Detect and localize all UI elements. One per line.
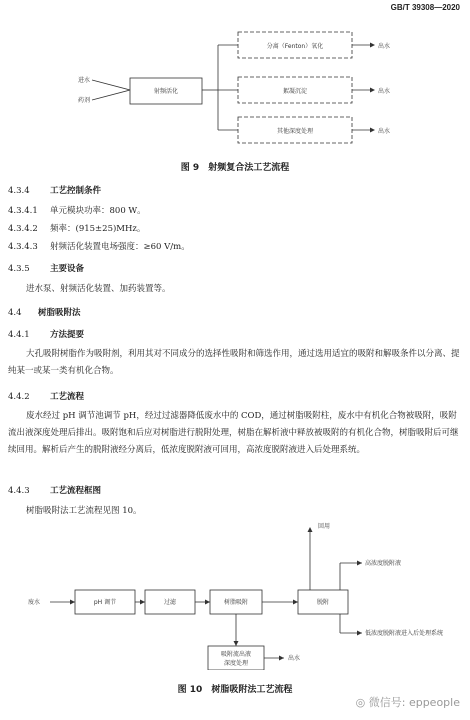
section-4-4-2-heading: 4.4.2 工艺流程 — [8, 392, 85, 402]
fig9-output-3: 出水 — [378, 128, 391, 135]
item-4-3-4-2: 4.3.4.2 频率：(915±25)MHz。 — [8, 224, 146, 234]
fig9-output-1: 出水 — [378, 43, 391, 50]
section-4-4-3-text: 树脂吸附法工艺流程见图 10。 — [26, 506, 142, 516]
fig10-reuse-label: 回用 — [318, 523, 331, 530]
section-4-4-2-text: 废水经过 pH 调节池调节 pH，经过过滤器降低废水中的 COD，通过树脂吸附柱，废水中有机化合物被吸附，吸附流出液深度处理后排出。吸附饱和后应对树脂进行脱附处理，树脂在解析液中释放被吸附的有机化合物，树脂吸附后可继续回用。解析后产生的脱附液经分离后，低浓度脱附液可回用，高浓度脱附液进入后处理系统。 — [8, 411, 459, 455]
wechat-icon: ◎ — [355, 696, 366, 709]
item-4-3-4-1: 4.3.4.1 单元模块功率：800 W。 — [8, 206, 146, 216]
figure-9-caption: 图 9 射频复合法工艺流程 — [180, 163, 290, 173]
section-4-4-3-heading: 4.4.3 工艺流程框图 — [8, 486, 102, 496]
wechat-watermark: ◎ 微信号: eppeople — [355, 696, 460, 709]
fig10-box-desorption: 脱附 — [316, 599, 330, 606]
fig9-input-water: 进水 — [77, 77, 90, 84]
section-4-4-1-heading: 4.4.1 方法提要 — [8, 330, 85, 340]
fig10-bottom-box-line1: 吸附流出液 — [220, 651, 252, 658]
fig10-low-conc-label: 低浓度脱附液进入后处理系统 — [365, 630, 444, 637]
fig9-branch-2: 絮凝沉淀 — [282, 88, 308, 95]
fig9-input-reagent: 药剂 — [77, 97, 90, 104]
fig10-box-resin: 树脂吸附 — [223, 599, 249, 606]
item-4-3-4-3: 4.3.4.3 射频活化装置电场强度：≥60 V/m。 — [8, 242, 190, 252]
figure-9-diagram — [0, 20, 470, 150]
section-4-3-4-heading: 4.3.4 工艺控制条件 — [8, 186, 102, 196]
fig10-box-filter: 过滤 — [163, 599, 177, 606]
section-4-4-1-text: 大孔吸附树脂作为吸附剂，利用其对不同成分的选择性吸附和筛选作用，通过选用适宜的吸附和解吸条件以分离、提纯某一或某一类有机化合物。 — [8, 349, 460, 376]
section-4-3-5-text: 进水泵、射频活化装置、加药装置等。 — [26, 284, 171, 294]
figure-10-diagram — [0, 518, 470, 670]
standard-number: GB/T 39308—2020 — [390, 3, 460, 12]
fig10-bottom-output: 出水 — [288, 655, 301, 662]
fig10-box-ph: pH 调节 — [93, 599, 117, 606]
section-4-4-heading: 4.4 树脂吸附法 — [8, 308, 81, 318]
fig10-high-conc-label: 高浓度脱附液 — [365, 560, 402, 567]
section-4-3-5-heading: 4.3.5 主要设备 — [8, 264, 85, 274]
figure-10-caption: 图 10 树脂吸附法工艺流程 — [177, 685, 293, 695]
fig9-output-2: 出水 — [378, 88, 391, 95]
fig10-input: 废水 — [28, 599, 41, 606]
fig9-branch-1: 分离（Fenton）氧化 — [266, 43, 324, 50]
fig9-branch-3: 其他深度处理 — [276, 128, 314, 135]
fig10-bottom-box-line2: 深度处理 — [223, 660, 249, 667]
fig9-main-box-label: 射频活化 — [153, 88, 179, 95]
